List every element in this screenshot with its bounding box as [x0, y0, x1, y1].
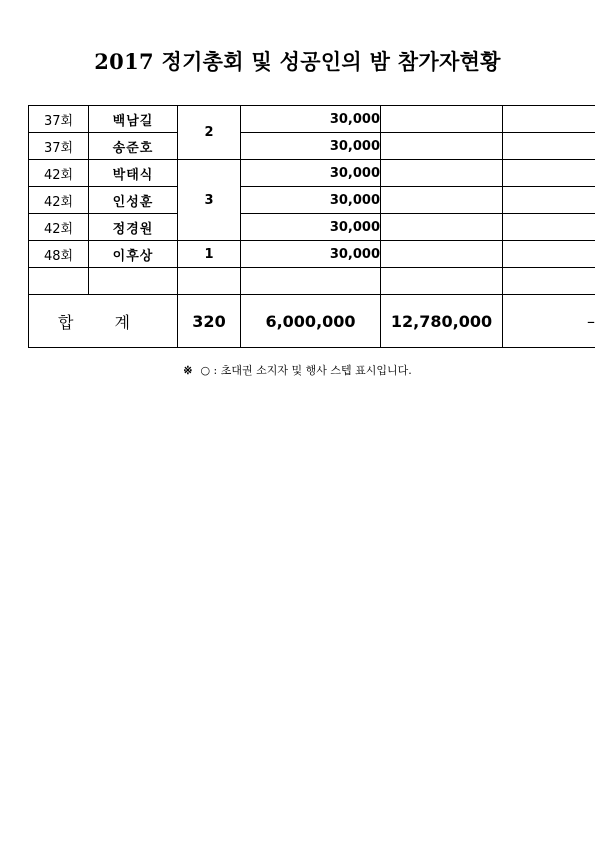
group-count-cell: 3	[178, 160, 241, 241]
empty-cell	[381, 160, 503, 187]
empty-cell	[503, 214, 595, 241]
empty-cell	[503, 187, 595, 214]
footnote	[0, 362, 595, 378]
generation-cell: 42회	[29, 214, 89, 241]
amount-cell: 30,000	[241, 241, 381, 268]
generation-cell: 42회	[29, 160, 89, 187]
name-cell: 이후상	[89, 241, 178, 268]
amount-cell: 30,000	[241, 106, 381, 133]
table-row	[29, 241, 595, 268]
generation-cell: 37회	[29, 106, 89, 133]
amount-cell: 30,000	[241, 187, 381, 214]
total-amount-2: 12,780,000	[381, 295, 503, 348]
empty-cell	[503, 160, 595, 187]
generation-cell: 42회	[29, 187, 89, 214]
group-count-cell: 2	[178, 106, 241, 160]
reference-mark: ※	[183, 364, 193, 377]
total-amount: 6,000,000	[241, 295, 381, 348]
name-cell: 박태식	[89, 160, 178, 187]
empty-cell	[381, 214, 503, 241]
total-label: 합 계	[29, 295, 178, 348]
empty-cell	[29, 268, 89, 295]
table-row-empty	[29, 268, 595, 295]
participant-table	[28, 105, 595, 348]
name-cell: 인성훈	[89, 187, 178, 214]
empty-cell	[381, 241, 503, 268]
amount-cell: 30,000	[241, 160, 381, 187]
page-title: 2017 정기총회 및 성공인의 밤 참가자현황	[94, 49, 501, 74]
empty-cell	[503, 241, 595, 268]
total-row	[29, 295, 595, 348]
footnote-text: ○ : 초대권 소지자 및 행사 스텝 표시입니다.	[200, 364, 412, 377]
empty-cell	[381, 133, 503, 160]
table-row	[29, 214, 595, 241]
table-row	[29, 187, 595, 214]
empty-cell	[381, 268, 503, 295]
empty-cell	[381, 106, 503, 133]
empty-cell	[503, 106, 595, 133]
generation-cell: 48회	[29, 241, 89, 268]
name-cell: 백남길	[89, 106, 178, 133]
table-row	[29, 160, 595, 187]
total-count: 320	[178, 295, 241, 348]
table-row	[29, 106, 595, 133]
group-count-cell: 1	[178, 241, 241, 268]
generation-cell: 37회	[29, 133, 89, 160]
name-cell: 정경원	[89, 214, 178, 241]
amount-cell: 30,000	[241, 214, 381, 241]
amount-cell: 30,000	[241, 133, 381, 160]
empty-cell	[503, 268, 595, 295]
empty-cell	[241, 268, 381, 295]
name-cell: 송준호	[89, 133, 178, 160]
empty-cell	[381, 187, 503, 214]
empty-cell	[503, 133, 595, 160]
total-last: –	[503, 295, 595, 348]
table-row	[29, 133, 595, 160]
empty-cell	[89, 268, 178, 295]
empty-cell	[178, 268, 241, 295]
